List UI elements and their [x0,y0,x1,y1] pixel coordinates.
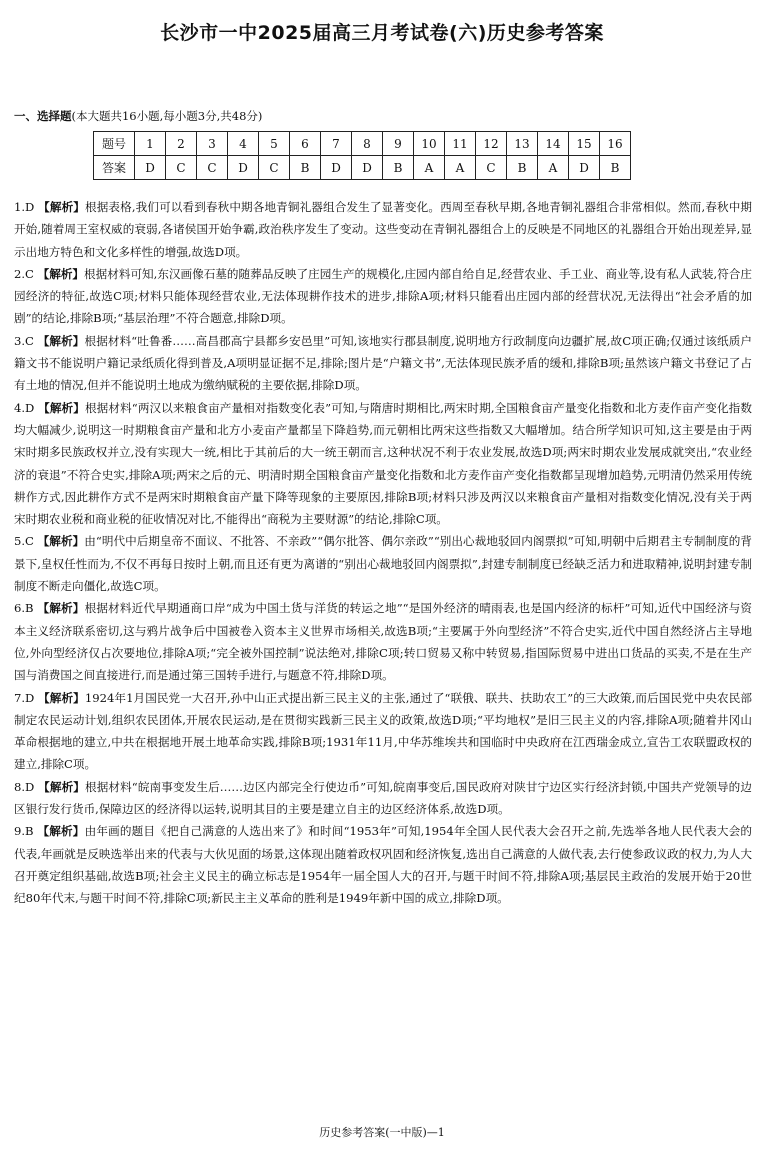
answer-cell: D [321,156,352,180]
explanation-item [14,597,752,686]
question-number-cell: 8 [352,132,383,156]
answer-cell: D [135,156,166,180]
explanation-item [14,687,752,776]
analysis-tag: 【解析】 [37,333,85,348]
item-number: 9.B [14,824,34,839]
item-number: 3.C [14,333,34,348]
question-number-cell: 12 [476,132,507,156]
answer-cell: D [569,156,600,180]
question-number-cell: 3 [197,132,228,156]
answer-cell: B [290,156,321,180]
answer-cell: C [166,156,197,180]
section-label: 一、选择题 [14,109,72,123]
section-heading [14,108,262,124]
item-text: 由年画的题目《把自己满意的人选出来了》和时间“1953年”可知,1954年全国人民代表大会召开之前,先选举各地人民代表大会的代表,年画就是反映选举出来的代表与大伙见面的场景,这体现出随着政权巩固和经济恢复,选出自己满意的人做代表,去行使参政议政的权力,为人大召开奠定组织基础,故选B项;社会主义民主的确立标志是1954年一届全国人大的召开,与题干时间不符,排除A项;基层民主政治的发展开始于20世纪80年代末,与题干时间不符,排除C项;新民主主义革命的胜利是1949年新中国的成立,排除D项。 [14,824,752,906]
answer-cell: A [445,156,476,180]
answer-cell: A [538,156,569,180]
question-number-cell: 16 [600,132,631,156]
question-number-cell: 10 [414,132,445,156]
item-number: 2.C [14,266,34,281]
answer-cell: C [476,156,507,180]
answer-cell: A [414,156,445,180]
row-label-answer: 答案 [94,156,135,180]
answer-cell: C [197,156,228,180]
answer-cell: C [259,156,290,180]
item-number: 7.D [14,690,35,705]
analysis-tag: 【解析】 [37,824,85,839]
question-number-row [94,132,631,156]
question-number-cell: 9 [383,132,414,156]
explanation-list [14,196,752,910]
analysis-tag: 【解析】 [37,534,85,549]
row-label-number: 题号 [94,132,135,156]
answer-cell: B [383,156,414,180]
item-text: 根据材料近代早期通商口岸“成为中国土货与洋货的转运之地”“是国外经济的晴雨表,也是国内经济的标杆”可知,近代中国经济与资本主义经济联系密切,这与鸦片战争后中国被卷入资本主义世界市场相关,故选B项;“主要属于外向型经济”不符合史实,近代中国自然经济占主导地位,外向型经济仅占次要地位,排除A项;“完全被外国控制”说法绝对,排除C项;转口贸易又称中转贸易,指国际贸易中进出口货品的买卖,不是在生产国与消费国之间直接进行,而是通过第三国转手进行,与题意不符,排除D项。 [14,601,752,683]
item-text: 根据材料“皖南事变发生后……边区内部完全行使边币”可知,皖南事变后,国民政府对陕甘宁边区实行经济封锁,中国共产党领导的边区银行发行货币,保障边区的经济得以运转,说明其目的主要是建立自主的边区经济体系,故选D项。 [14,779,752,817]
question-number-cell: 7 [321,132,352,156]
item-number: 8.D [14,779,35,794]
explanation-item [14,820,752,909]
explanation-item [14,776,752,821]
answer-cell: D [228,156,259,180]
item-number: 6.B [14,601,34,616]
analysis-tag: 【解析】 [37,601,85,616]
item-text: 根据材料“两汉以来粮食亩产量相对指数变化表”可知,与隋唐时期相比,两宋时期,全国粮食亩产量变化指数和北方麦作亩产变化指数均大幅减少,说明这一时期粮食亩产量和北方小麦亩产量都呈下降趋势,而元朝相比两宋这些指数又大幅增加。结合所学知识可知,这主要是由于两宋时期多民族政权并立,没有实现大一统,相比于其前后的大一统王朝而言,这种状况不利于农业发展,故选D项;两宋时期农业发展成就突出,“农业经济的衰退”不符合史实,排除A项;两宋之后的元、明清时期全国粮食亩产量变化指数和北方麦作亩产变化指数都呈现增加趋势,元明清仍然采用传统耕作方式,因此耕作方式不是两宋时期粮食亩产量下降等现象的主要原因,排除B项;材料只涉及两汉以来粮食亩产量相对指数变化情况,没有关于两宋时期农业税和商业税的征收情况对比,不能得出“商税为主要财源”的结论,排除C项。 [14,400,752,527]
explanation-item [14,397,752,531]
answer-cell: B [600,156,631,180]
explanation-item [14,196,752,263]
answer-table [93,131,631,180]
question-number-cell: 6 [290,132,321,156]
question-number-cell: 11 [445,132,476,156]
question-number-cell: 4 [228,132,259,156]
question-number-cell: 5 [259,132,290,156]
explanation-item [14,330,752,397]
answer-cell: B [507,156,538,180]
analysis-tag: 【解析】 [37,266,85,281]
item-number: 5.C [14,534,34,549]
analysis-tag: 【解析】 [38,200,86,214]
page-title: 长沙市一中2025届高三月考试卷(六)历史参考答案 [160,22,604,44]
question-number-cell: 2 [166,132,197,156]
item-text: 根据表格,我们可以看到春秋中期各地青铜礼器组合发生了显著变化。西周至春秋早期,各地青铜礼器组合非常相似。然而,春秋中期开始,随着周王室权威的衰弱,各诸侯国开始争霸,政治秩序发生了变动。这些变动在青铜礼器组合上的反映是不同地区的礼器组合开始出现差异,显示出地方特色和文化多样性的增强,故选D项。 [14,200,753,259]
answer-row [94,156,631,180]
answer-cell: D [352,156,383,180]
section-note: (本大题共16小题,每小题3分,共48分) [71,109,263,123]
analysis-tag: 【解析】 [38,779,85,794]
question-number-cell: 13 [507,132,538,156]
question-number-cell: 14 [538,132,569,156]
item-text: 根据材料可知,东汉画像石墓的随葬品反映了庄园生产的规模化,庄园内部自给自足,经营农业、手工业、商业等,设有私人武装,符合庄园经济的特征,故选C项;材料只能体现经营农业,无法体现耕作技术的进步,排除A项;材料只能看出庄园内部的经营状况,无法得出“社会矛盾的加剧”的结论,排除B项;“基层治理”不符合题意,排除D项。 [14,266,753,326]
explanation-item [14,530,752,597]
analysis-tag: 【解析】 [38,400,85,415]
page-footer: 历史参考答案(一中版)—1 [319,1126,445,1139]
item-number: 1.D [14,200,35,214]
analysis-tag: 【解析】 [38,690,85,705]
item-number: 4.D [14,400,35,415]
question-number-cell: 1 [135,132,166,156]
item-text: 根据材料“吐鲁番……高昌郡高宁县都乡安邑里”可知,该地实行郡县制度,说明地方行政制度向边疆扩展,故C项正确;仅通过该纸质户籍文书不能说明户籍记录纸质化得到普及,A项明显证据不足,排除;图片是“户籍文书”,无法体现民族矛盾的缓和,排除B项;虽然该户籍文书登记了占有土地的情况,但并不能说明土地成为缴纳赋税的主要依据,排除D项。 [14,333,752,393]
explanation-item [14,263,752,330]
question-number-cell: 15 [569,132,600,156]
item-text: 由“明代中后期皇帝不面议、不批答、不亲政”“偶尔批答、偶尔亲政”“别出心裁地驳回内阁票拟”可知,明朝中后期君主专制制度的背景下,皇权任性而为,不仅不再每日按时上朝,而且还有更为离谱的“别出心裁地驳回内阁票拟”,封建专制制度已经缺乏活力和进取精神,说明封建专制制度不断走向僵化,故选C项。 [14,534,752,594]
item-text: 1924年1月国民党一大召开,孙中山正式提出新三民主义的主张,通过了“联俄、联共、扶助农工”的三大政策,而后国民党中央农民部制定农民运动计划,组织农民团体,开展农民运动,是在贯彻实践新三民主义的政策,故选D项;“平均地权”是旧三民主义的内容,排除A项;随着井冈山革命根据地的建立,中共在根据地开展土地革命实践,排除B项;1931年11月,中华苏维埃共和国临时中央政府在江西瑞金成立,宣告工农联盟政权的建立,排除C项。 [14,690,752,772]
